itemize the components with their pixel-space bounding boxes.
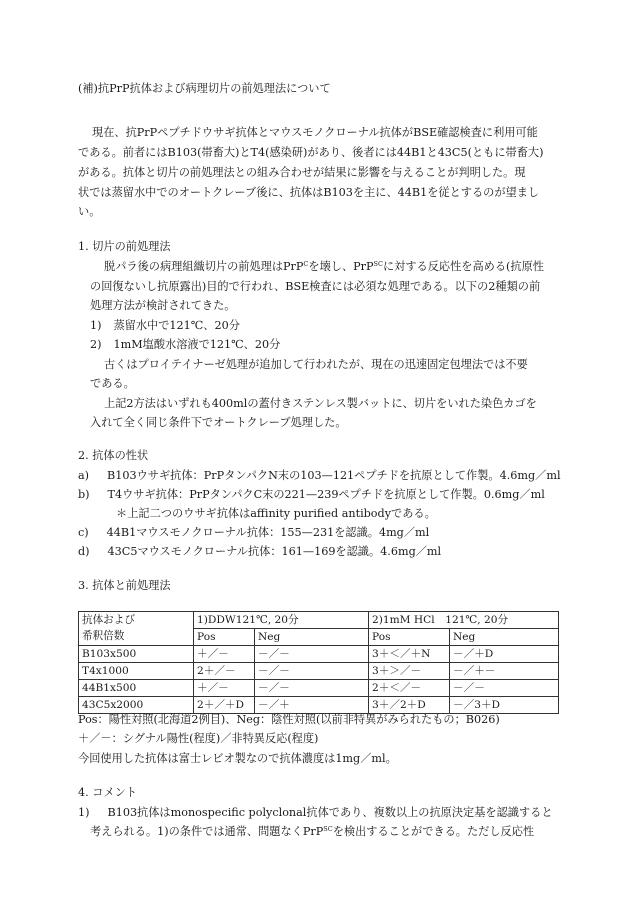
table-cell: 44B1x500: [79, 680, 194, 697]
list-text: B103ウサギ抗体：PrPタンパクN末の103—121ペプチドを抗原として作製。4.6mg／ml: [107, 469, 561, 482]
superscript: SC: [323, 825, 333, 833]
table-cell: －／－: [255, 663, 369, 680]
table-cell: －／－: [255, 680, 369, 697]
table-cell: T4x1000: [79, 663, 194, 680]
header-cell: 1)DDW121℃, 20分: [194, 612, 369, 629]
text-run: 脱パラ後の病理組織切片の前処理はPrP: [104, 260, 304, 273]
header-cell: Neg: [450, 629, 559, 646]
section1-para3-line: 上記2方法はいずれも400mlの蓋付きステンレス製バットに、切片をいれた染色カゴを: [104, 397, 537, 410]
table-cell: －／3＋D: [450, 697, 559, 714]
text-run: を壊し、PrP: [308, 260, 374, 273]
method-item-1: [90, 317, 240, 335]
table-cell: 2＋／－: [194, 663, 255, 680]
superscript: SC: [373, 260, 383, 268]
header-cell: 2)1mM HCl 121℃, 20分: [369, 612, 559, 629]
antibody-item: [78, 467, 561, 485]
header-cell: Neg: [255, 629, 369, 646]
table-row: [79, 663, 559, 680]
list-number: 1): [90, 319, 102, 332]
text-run: に対する反応性を高める(抗原性: [382, 260, 544, 273]
list-label: a): [78, 469, 90, 482]
table-cell: B103x500: [79, 646, 194, 663]
section1-para3-line: 入れて全く同じ条件下でオートクレーブ処理した。: [90, 416, 347, 429]
list-label: c): [78, 526, 89, 539]
table-cell: －／＋D: [450, 646, 559, 663]
section1-para2-line: である。: [90, 377, 135, 390]
section1-para1-line: の回復ないし抗原露出)目的で行われ、BSE検査には必須な処理である。以下の2種類の前: [90, 280, 541, 293]
condition-table: [78, 611, 559, 714]
section-heading-1: 1. 切片の前処理法: [78, 240, 171, 253]
antibody-item: [78, 543, 441, 561]
list-text: 蒸留水中で121℃、20分: [113, 319, 240, 332]
section-heading-2: 2. 抗体の性状: [78, 449, 149, 462]
intro-line: である。前者にはB103(帯畜大)とT4(感染研)があり、後者には44B1と43C5(ともに帯畜大): [78, 146, 544, 159]
list-text: T4ウサギ抗体：PrPタンパクC末の221—239ペプチドを抗原として作製。0.6mg／ml: [107, 488, 545, 501]
table-row: [79, 680, 559, 697]
text-run: 考えられる。1)の条件では通常、問題なくPrP: [90, 825, 324, 838]
antibody-item: [78, 486, 545, 504]
table-note: 今回使用した抗体は富士レビオ製なので抗体濃度は1mg／ml。: [78, 752, 397, 765]
header-cell: Pos: [194, 629, 255, 646]
table-cell: 2＋＜／－: [369, 680, 450, 697]
table-cell: 3＋／2＋D: [369, 697, 450, 714]
list-text: 1mM塩酸水溶液で121℃、20分: [113, 338, 281, 351]
list-text: 44B1マウスモノクローナル抗体：155—231を認識。4mg／ml: [106, 526, 430, 539]
list-label: b): [78, 488, 90, 501]
intro-line: 状では蒸留水中でのオートクレーブ後に、抗体はB103を主に、44B1を従とするのが望まし: [78, 186, 540, 199]
table-cell: 2＋／＋D: [194, 697, 255, 714]
header-cell: Pos: [369, 629, 450, 646]
section1-para1-line: 処理方法が検討されてきた。: [90, 299, 236, 312]
section1-para2-line: 古くはプロイテイナーゼ処理が追加して行われたが、現在の迅速固定包埋法では不要: [104, 358, 528, 371]
table-cell: －／－: [255, 646, 369, 663]
section-heading-4: 4. コメント: [78, 786, 137, 799]
section-heading-3: 3. 抗体と前処理法: [78, 579, 171, 592]
list-number: 2): [90, 338, 102, 351]
antibody-note: ＊上記二つのウサギ抗体はaffinity purified antibodyである。: [116, 507, 436, 520]
comment-item: [78, 804, 553, 822]
table-row: [79, 646, 559, 663]
table-cell: ＋／－: [194, 646, 255, 663]
table-subheader-row: [79, 629, 559, 646]
superscript: C: [303, 260, 309, 268]
section1-para1-line: [104, 258, 544, 276]
header-cell: 希釈倍数: [79, 629, 194, 646]
table-note: ＋／－：シグナル陽性(程度)／非特異反応(程度): [78, 732, 319, 745]
antibody-item: [78, 524, 429, 542]
comment-line: [90, 823, 534, 841]
table-cell: 3＋＜／＋N: [369, 646, 450, 663]
method-item-2: [90, 336, 280, 354]
intro-line: がある。抗体と切片の前処理法との組み合わせが結果に影響を与えることが判明した。現: [78, 166, 526, 179]
table-cell: －／＋－: [450, 663, 559, 680]
list-text: B103抗体はmonospecific polyclonal抗体であり、複数以上の抗原決定基を認識すると: [107, 806, 553, 819]
header-cell: 抗体および: [79, 612, 194, 629]
table-cell: 43C5x2000: [79, 697, 194, 714]
intro-line: 現在、抗PrPペプチドウサギ抗体とマウスモノクローナル抗体がBSE確認検査に利用可能: [92, 126, 538, 139]
table-cell: －／＋: [255, 697, 369, 714]
list-label: 1): [78, 806, 90, 819]
intro-line: い。: [78, 205, 101, 218]
document-title: (補)抗PrP抗体および病理切片の前処理法について: [78, 82, 331, 95]
table-cell: ＋／－: [194, 680, 255, 697]
text-run: を検出することができる。ただし反応性: [332, 825, 535, 838]
table-header-row: [79, 612, 559, 629]
list-label: d): [78, 545, 90, 558]
table-note: Pos：陽性対照(北海道2例目)、Neg：陰性対照(以前非特異がみられたもの；B026): [78, 713, 500, 726]
table-cell: －／－: [450, 680, 559, 697]
table-cell: 3＋＞／－: [369, 663, 450, 680]
list-text: 43C5マウスモノクローナル抗体：161—169を認識。4.6mg／ml: [107, 545, 442, 558]
